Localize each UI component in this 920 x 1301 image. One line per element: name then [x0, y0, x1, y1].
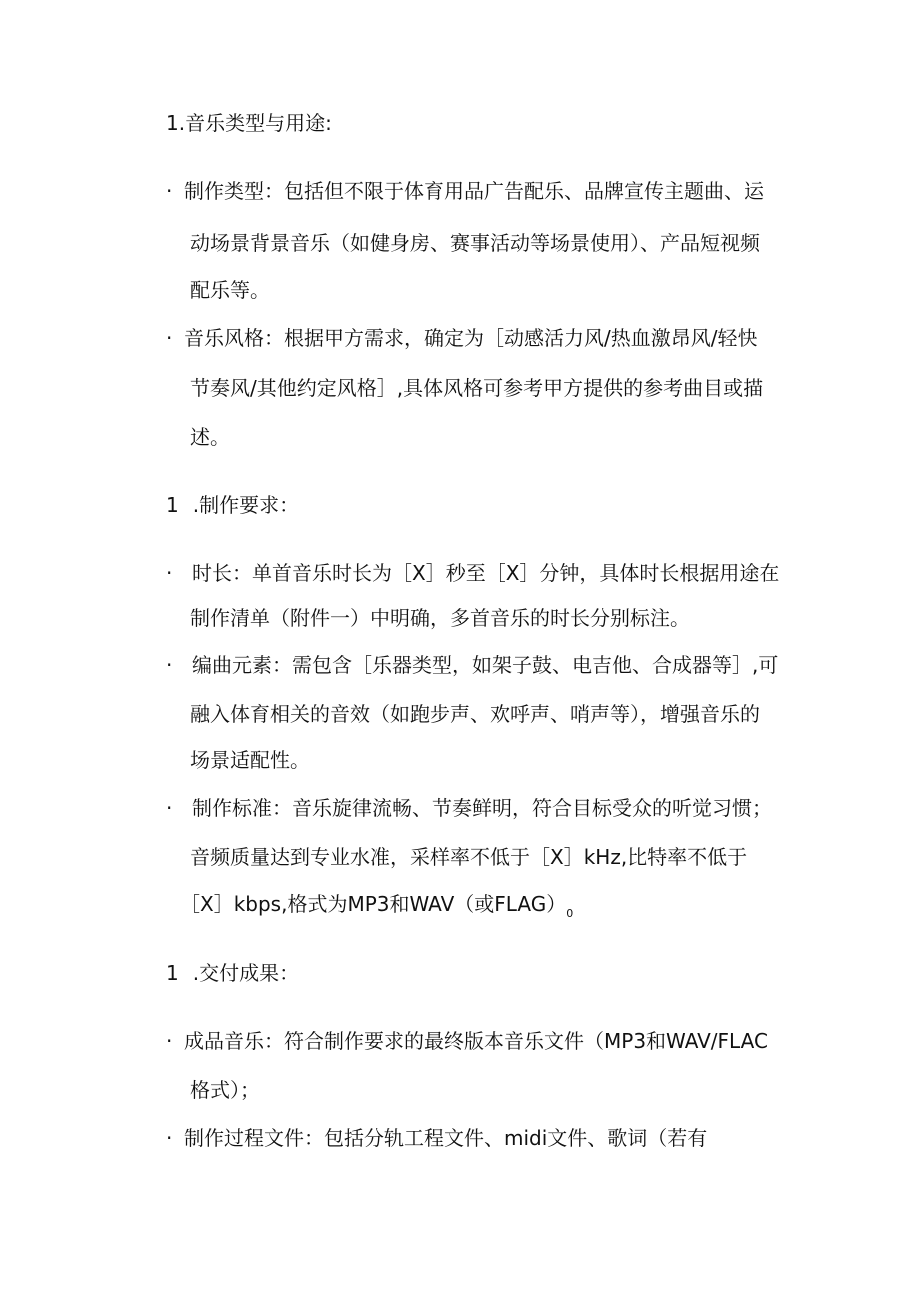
list-item-text: 配乐等。 — [190, 278, 270, 302]
list-item-text: 制作清单（附件一）中明确，多首音乐的时长分别标注。 — [190, 606, 690, 630]
list-item-text: 音频质量达到专业水准，采样率不低于［X］kHz,比特率不低于 — [190, 845, 748, 869]
bullet-dot: · — [166, 1029, 173, 1053]
section-heading-2 — [166, 491, 299, 519]
list-item-text: 节奏风/其他约定风格］,具体风格可参考甲方提供的参考曲目或描 — [190, 376, 764, 400]
list-item-text: 制作标准：音乐旋律流畅、节奏鲜明，符合目标受众的听觉习惯； — [192, 796, 772, 820]
list-item-text: 制作类型：包括但不限于体育用品广告配乐、品牌宣传主题曲、运 — [184, 179, 764, 203]
heading-text: .交付成果： — [192, 961, 300, 985]
list-item-text: 成品音乐：符合制作要求的最终版本音乐文件（MP3和WAV/FLAC — [184, 1029, 768, 1053]
list-item-line — [180, 890, 573, 928]
list-item-line — [166, 177, 764, 205]
list-item-text: 时长：单首音乐时长为［X］秒至［X］分钟，具体时长根据用途在 — [192, 561, 780, 585]
heading-text: .制作要求： — [192, 493, 300, 517]
list-item-text: 制作过程文件：包括分轨工程文件、midi文件、歌词（若有 — [184, 1126, 708, 1150]
list-item-text: 述。 — [190, 425, 230, 449]
heading-number: 1 — [166, 493, 179, 517]
list-item-text: 融入体育相关的音效（如跑步声、欢呼声、哨声等），增强音乐的 — [190, 702, 760, 726]
bullet-dot: · — [166, 796, 173, 820]
list-item-line — [166, 794, 772, 822]
bullet-dot: · — [166, 1126, 173, 1150]
list-item-text: 动场景背景音乐（如健身房、赛事活动等场景使用）、产品短视频 — [190, 231, 760, 255]
list-item-text: 场景适配性。 — [190, 748, 310, 772]
list-item-text: ［X］kbps,格式为MP3和WAV（或FLAG） — [180, 892, 567, 916]
list-item-text: 音乐风格：根据甲方需求，确定为［动感活力风/热血激昂风/轻快 — [184, 326, 758, 350]
bullet-dot: · — [166, 179, 173, 203]
list-item-line — [166, 651, 778, 679]
list-item-text: 编曲元素：需包含［乐器类型，如架子鼓、电吉他、合成器等］,可 — [192, 653, 779, 677]
list-item-line — [166, 1124, 707, 1152]
section-heading-3 — [166, 959, 299, 987]
list-item-line — [166, 324, 757, 352]
list-item-line — [166, 559, 779, 587]
bullet-dot: · — [166, 326, 173, 350]
list-item-text: 格式）； — [190, 1078, 260, 1102]
bullet-dot: · — [166, 653, 173, 677]
trailing-subscript: 0 — [566, 907, 574, 920]
bullet-dot: · — [166, 561, 173, 585]
heading-number: 1 — [166, 961, 179, 985]
list-item-line — [166, 1027, 768, 1055]
section-heading-1: 1.音乐类型与用途: — [166, 111, 332, 135]
